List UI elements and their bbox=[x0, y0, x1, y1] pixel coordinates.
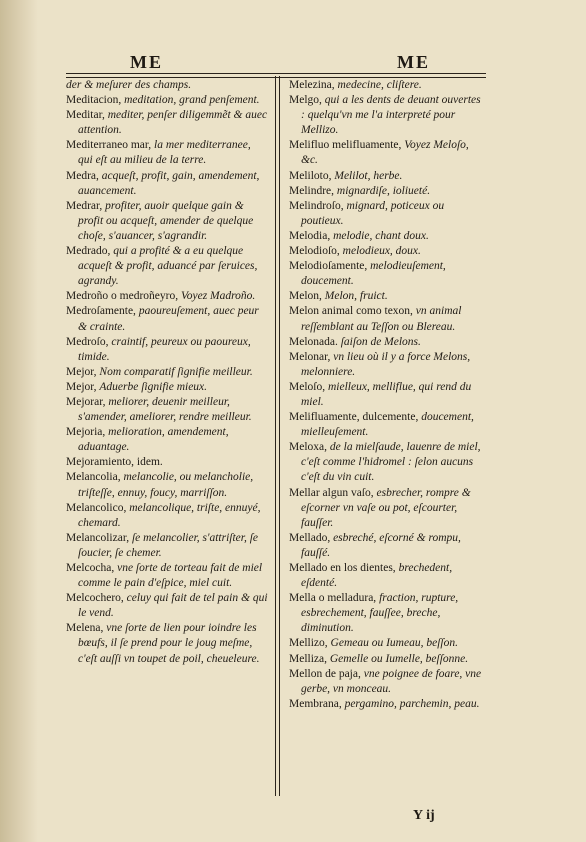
entry-definition: acqueſt, profit, gain, amendement, auancement. bbox=[78, 169, 260, 197]
gutter-shadow bbox=[0, 0, 38, 842]
entry-definition: celuy qui fait de tel pain & qui le vend. bbox=[78, 592, 268, 620]
entry-headword: Medroſamente, bbox=[66, 305, 139, 318]
dictionary-entry bbox=[289, 697, 487, 712]
entry-headword: Melancolico, bbox=[66, 501, 130, 514]
dictionary-entry bbox=[66, 501, 268, 531]
entry-headword: Melcochero, bbox=[66, 592, 127, 605]
entry-definition: melancolie, ou melancholie, triſteſſe, ennuy, foucy, marriſſon. bbox=[78, 471, 254, 499]
entry-headword: Medra, bbox=[66, 169, 102, 182]
dictionary-entry bbox=[289, 199, 487, 229]
entry-headword: Meliloto, bbox=[289, 169, 335, 182]
entry-headword: Mellar algun vaſo, bbox=[289, 486, 377, 499]
entry-definition: Melon, fruict. bbox=[324, 290, 388, 303]
running-head-right: ME bbox=[397, 52, 430, 72]
entry-definition: melioration, amendement, aduantage. bbox=[78, 426, 229, 454]
dictionary-entry bbox=[289, 531, 487, 561]
right-column bbox=[289, 78, 487, 712]
dictionary-entry bbox=[66, 380, 268, 395]
entry-headword: Melonada. bbox=[289, 335, 341, 348]
entry-headword: Melancolizar, bbox=[66, 531, 132, 544]
entry-headword: Melonar, bbox=[289, 350, 334, 363]
entry-headword: Melodia, bbox=[289, 229, 334, 242]
entry-headword: Melon, bbox=[289, 290, 325, 303]
dictionary-entry bbox=[66, 304, 268, 334]
entry-headword: Medrar, bbox=[66, 199, 106, 212]
dictionary-entry bbox=[66, 470, 268, 500]
entry-headword: Medroſo, bbox=[66, 335, 112, 348]
entry-definition: vn animal reſſemblant au Teſſon ou Blereau. bbox=[301, 305, 462, 333]
dictionary-entry bbox=[289, 304, 487, 334]
entry-headword: Mellado en los dientes, bbox=[289, 562, 399, 574]
dictionary-entry bbox=[66, 169, 268, 199]
entry-definition: Gemelle ou Iumelle, beſſonne. bbox=[329, 652, 469, 665]
entry-definition: ſe melancolier, s'attriſter, ſe ſoucier, ſe chemer. bbox=[78, 531, 259, 559]
entry-definition: mediter, penſer diligemmẽt & auec attention. bbox=[78, 109, 268, 137]
dictionary-entry bbox=[289, 93, 487, 138]
entry-definition: qui a profité & a eu quelque acqueſt & profit, aduancé par ſeruices, agrandy. bbox=[78, 245, 258, 288]
dictionary-entry bbox=[289, 350, 487, 380]
dictionary-entry bbox=[289, 78, 487, 93]
entry-definition: melodieux, doux. bbox=[342, 245, 421, 258]
entry-definition: de la mielſaude, lauenre de miel, c'eſt comme l'hidromel : ſelon aucuns c'eſt du vin cuit. bbox=[301, 441, 481, 484]
dictionary-entry bbox=[66, 93, 268, 108]
dictionary-entry bbox=[66, 531, 268, 561]
dictionary-entry bbox=[289, 138, 487, 168]
entry-headword: Meditacion, bbox=[66, 94, 125, 107]
dictionary-entry bbox=[289, 169, 487, 184]
entry-definition: melancolique, triſte, ennuyé, chemard. bbox=[78, 501, 261, 529]
dictionary-entry bbox=[289, 591, 487, 636]
entry-headword: Mediterraneo mar, bbox=[66, 139, 154, 152]
dictionary-entry bbox=[289, 289, 487, 304]
entry-headword: Mejor, bbox=[66, 380, 100, 393]
entry-headword: Melcocha, bbox=[66, 562, 118, 574]
dictionary-entry bbox=[289, 636, 487, 651]
entry-headword: Melindre, bbox=[289, 184, 337, 197]
entry-definition: brechedent, eſdenté. bbox=[301, 562, 453, 590]
entry-headword: Meloxa, bbox=[289, 441, 330, 454]
entry-headword: Melifluamente, dulcemente, bbox=[289, 411, 422, 424]
dictionary-entry bbox=[66, 199, 268, 244]
entry-headword: Melezina, bbox=[289, 79, 338, 91]
entry-definition: melodie, chant doux. bbox=[333, 229, 429, 242]
entry-definition: vne poignee de foare, vne gerbe, vn monceau. bbox=[301, 667, 482, 695]
column-divider bbox=[275, 76, 280, 796]
dictionary-entry bbox=[289, 561, 487, 591]
entry-headword: Meloſo, bbox=[289, 380, 328, 393]
dictionary-entry bbox=[66, 621, 268, 666]
entry-definition: doucement, mielleuſement. bbox=[301, 411, 474, 439]
entry-headword: Membrana, bbox=[289, 697, 345, 710]
dictionary-entry bbox=[66, 138, 268, 168]
entry-definition: vn lieu où il y a force Melons, melonniere. bbox=[301, 350, 471, 378]
entry-definition: Voyez Madroño. bbox=[180, 290, 256, 303]
entry-headword: Melena, bbox=[66, 622, 107, 635]
entry-headword: Mejorar, bbox=[66, 395, 109, 408]
dictionary-entry bbox=[66, 591, 268, 621]
entry-headword: Medrado, bbox=[66, 245, 114, 258]
entry-headword: Melodioſamente, bbox=[289, 260, 371, 273]
entry-definition: Nom comparatif ſignifie meilleur. bbox=[99, 365, 253, 378]
dictionary-entry bbox=[289, 335, 487, 350]
entry-definition: qui a les dents de deuant ouvertes : quelqu'vn me l'a interpreté pour Mellizo. bbox=[301, 94, 481, 137]
entry-headword: Melgo, bbox=[289, 94, 325, 107]
entry-definition: ſaiſon de Melons. bbox=[340, 335, 421, 348]
entry-definition: la mer mediterranee, qui eſt au milieu de la terre. bbox=[78, 139, 251, 167]
entry-headword: Mejoria, bbox=[66, 426, 109, 439]
entry-headword: Melodioſo, bbox=[289, 245, 343, 258]
entry-headword: Mellizo, bbox=[289, 637, 331, 650]
entry-headword: Mejoramiento, idem. bbox=[66, 456, 163, 469]
entry-definition: esbreché, eſcorné & rompu, fauſſé. bbox=[301, 531, 461, 559]
entry-headword: Melon animal como texon, bbox=[289, 305, 416, 318]
entry-headword: Mellado, bbox=[289, 531, 334, 544]
dictionary-entry bbox=[66, 425, 268, 455]
entry-headword: Melliza, bbox=[289, 652, 330, 665]
entry-definition: Voyez Meloſo, &c. bbox=[301, 139, 469, 167]
dictionary-entry bbox=[289, 229, 487, 244]
entry-headword: Mejor, bbox=[66, 365, 100, 378]
entry-definition: mignard, poticeux ou poutieux. bbox=[301, 199, 445, 227]
dictionary-entry bbox=[289, 652, 487, 667]
dictionary-entry bbox=[66, 455, 268, 470]
dictionary-entry bbox=[66, 561, 268, 591]
dictionary-entry bbox=[289, 410, 487, 440]
entry-headword: Melindroſo, bbox=[289, 199, 347, 212]
dictionary-entry bbox=[289, 184, 487, 199]
entry-definition: vne ſorte de lien pour ioindre les bœufs, il ſe prend pour le joug meſme, c'eſt auſſi vn toupet de poil, cheueleure. bbox=[78, 622, 260, 665]
dictionary-entry bbox=[66, 395, 268, 425]
dictionary-entry bbox=[66, 289, 268, 304]
dictionary-entry bbox=[66, 78, 268, 93]
entry-definition: Aduerbe ſignifie mieux. bbox=[99, 380, 208, 393]
entry-definition: mielleux, melliflue, qui rend du miel. bbox=[301, 380, 472, 408]
entry-definition: mignardiſe, ioliueté. bbox=[336, 184, 431, 197]
entry-definition: melodieuſement, doucement. bbox=[301, 260, 446, 288]
entry-definition: medecine, cliſtere. bbox=[337, 79, 422, 91]
entry-headword: Mellon de paja, bbox=[289, 667, 364, 680]
entry-definition: craintif, peureux ou paoureux, timide. bbox=[78, 335, 251, 363]
entry-definition: meditation, grand penſement. bbox=[124, 94, 260, 107]
entry-definition: paoureuſement, auec peur & crainte. bbox=[78, 305, 259, 333]
running-head-left: ME bbox=[130, 52, 163, 72]
entry-definition: der & meſurer des champs. bbox=[66, 79, 192, 91]
entry-definition: Melilot, herbe. bbox=[334, 169, 403, 182]
entry-definition: meliorer, deuenir meilleur, s'amender, ameliorer, rendre meilleur. bbox=[78, 395, 252, 424]
signature-mark: Y ij bbox=[413, 808, 435, 823]
entry-definition: pergamino, parchemin, peau. bbox=[344, 697, 480, 710]
dictionary-entry bbox=[289, 244, 487, 259]
dictionary-entry bbox=[66, 244, 268, 289]
entry-headword: Medroño o medroñeyro, bbox=[66, 290, 181, 303]
left-column bbox=[66, 78, 268, 667]
entry-definition: fraction, rupture, esbrechement, fauſſee, breche, diminution. bbox=[301, 592, 459, 635]
entry-headword: Mella o melladura, bbox=[289, 592, 380, 605]
entry-definition: vne ſorte de torteau fait de miel comme le pain d'eſpice, miel cuit. bbox=[78, 562, 263, 590]
dictionary-entry bbox=[289, 440, 487, 485]
entry-headword: Melancolia, bbox=[66, 471, 124, 484]
dictionary-entry bbox=[289, 667, 487, 697]
entry-definition: Gemeau ou Iumeau, beſſon. bbox=[330, 637, 458, 650]
dictionary-entry bbox=[289, 259, 487, 289]
dictionary-entry bbox=[289, 486, 487, 531]
dictionary-entry bbox=[66, 108, 268, 138]
dictionary-entry bbox=[66, 335, 268, 365]
entry-headword: Meditar, bbox=[66, 109, 108, 122]
dictionary-entry bbox=[66, 365, 268, 380]
dictionary-entry bbox=[289, 380, 487, 410]
entry-definition: esbrecher, rompre & eſcorner vn vaſe ou pot, eſcourter, fauſſer. bbox=[301, 486, 471, 529]
entry-headword: Melifluo melifluamente, bbox=[289, 139, 405, 152]
entry-definition: profiter, auoir quelque gain & profit ou acqueſt, amender de quelque choſe, s'auancer, s'agrandir. bbox=[78, 199, 254, 242]
